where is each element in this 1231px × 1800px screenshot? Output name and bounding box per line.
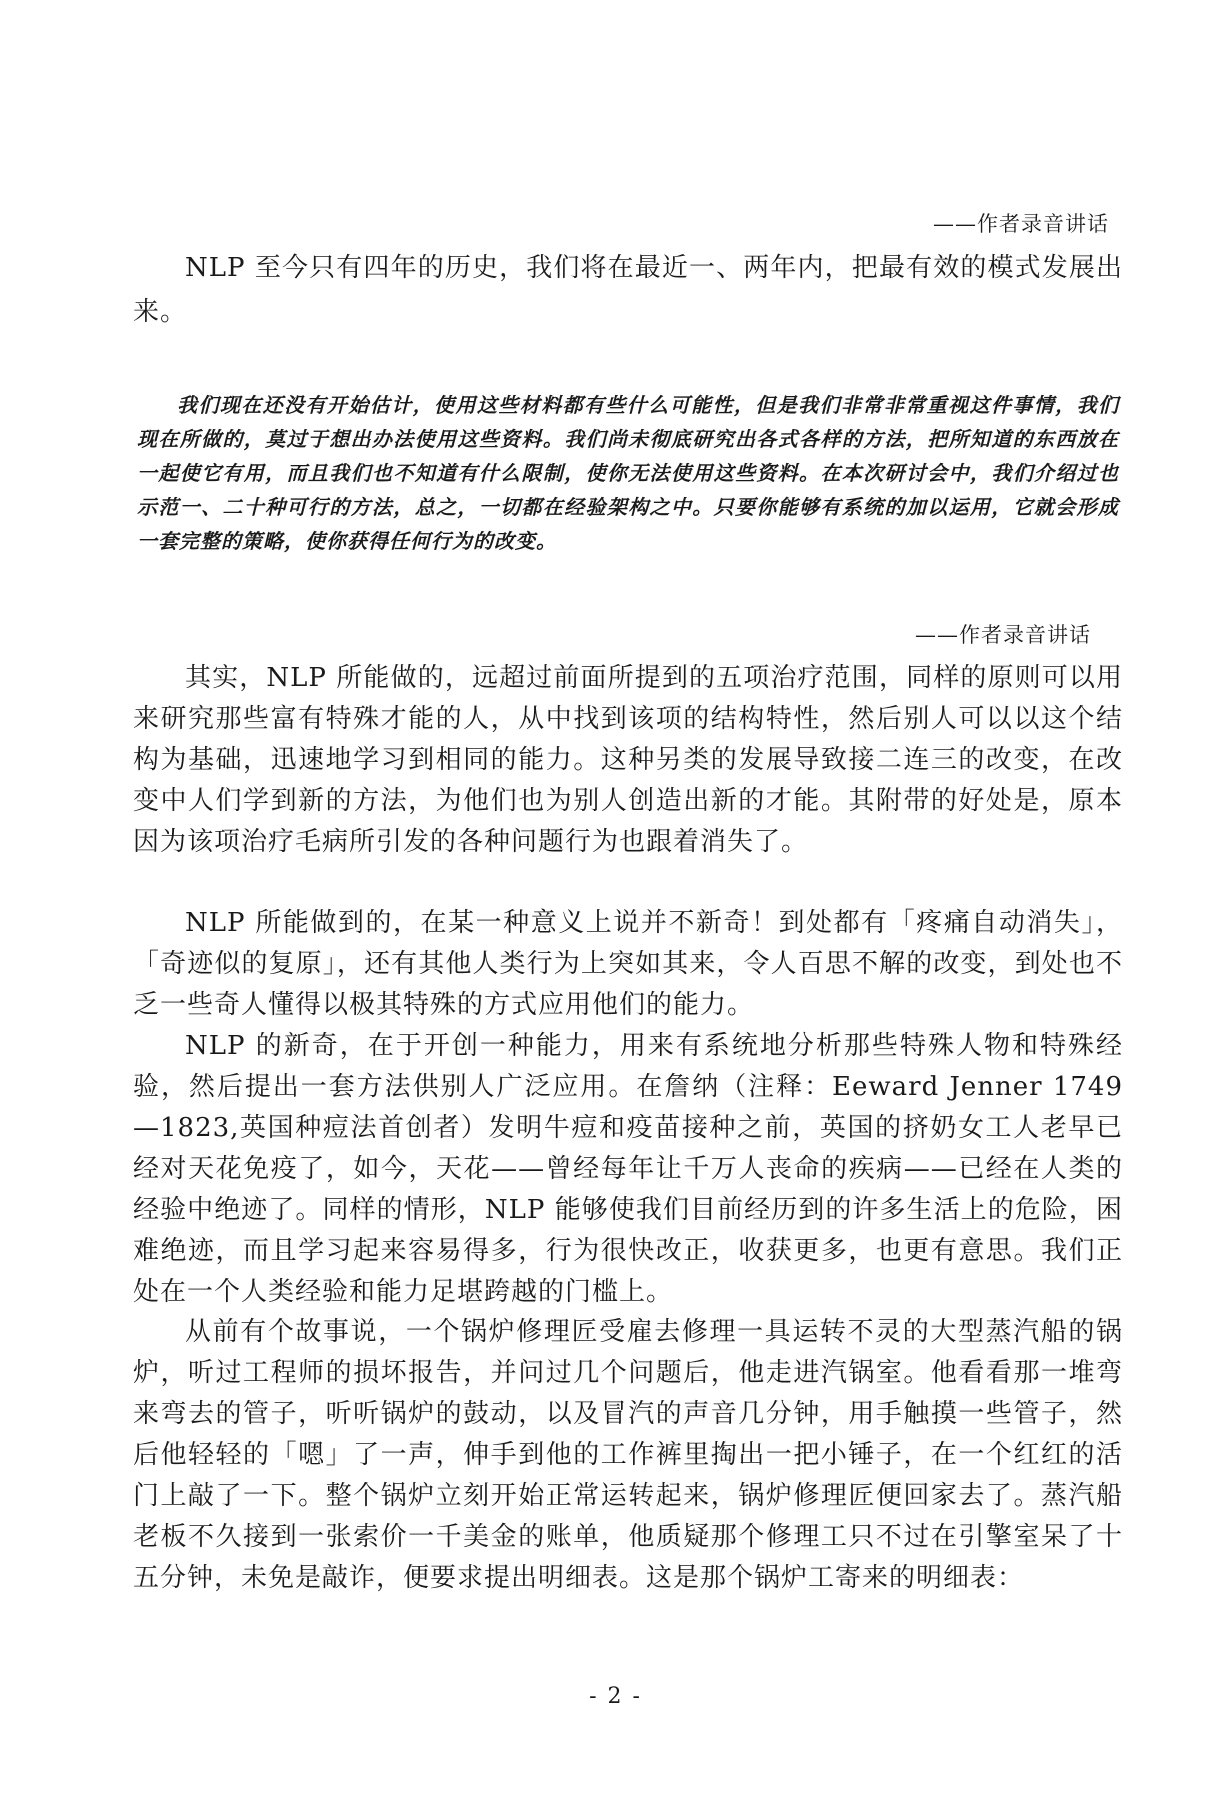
paragraph-boiler-story: 从前有个故事说，一个锅炉修理匠受雇去修理一具运转不灵的大型蒸汽船的锅炉，听过工程师的损坏报告，并问过几个问题后，他走进汽锅室。他看看那一堆弯来弯去的管子，听听锅炉的鼓动，以及冒汽的声音几分钟，用手触摸一些管子，然后他轻轻的「嗯」了一声，伸手到他的工作裤里掏出一把小锤子，在一个红红的活门上敲了一下。整个锅炉立刻开始正常运转起来，锅炉修理匠便回家去了。蒸汽船老板不久接到一张索价一千美金的账单，他质疑那个修理工只不过在引擎室呆了十五分钟，未免是敲诈，便要求提出明细表。这是那个锅炉工寄来的明细表： (133, 1317, 1123, 1593)
paragraph-nlp-novelty: NLP 的新奇，在于开创一种能力，用来有系统地分析那些特殊人物和特殊经验，然后提出一套方法供别人广泛应用。在詹纳（注释：Eeward Jenner 1749—1823,英国种痘法首创者）发明牛痘和疫苗接种之前，英国的挤奶女工人老早已经对天花免疫了，如今，天花——曾经每年让千万人丧命的疾病——已经在人类的经验中绝迹了。同样的情形，NLP 能够使我们目前经历到的许多生活上的危险，困难绝迹，而且学习起来容易得多，行为很快改正，收获更多，也更有意思。我们正处在一个人类经验和能力足堪跨越的门槛上。 (133, 1031, 1123, 1307)
quote-block: 我们现在还没有开始估计，使用这些材料都有些什么可能性，但是我们非常非常重视这件事情，我们现在所做的，莫过于想出办法使用这些资料。我们尚未彻底研究出各式各样的方法，把所知道的东西放在一起使它有用，而且我们也不知道有什么限制，使你无法使用这些资料。在本次研讨会中，我们介绍过也示范一、二十种可行的方法，总之，一切都在经验架构之中。只要你能够有系统的加以运用，它就会形成一套完整的策略，使你获得任何行为的改变。 (137, 393, 1119, 553)
paragraph-nlp-scope: 其实，NLP 所能做的，远超过前面所提到的五项治疗范围，同样的原则可以用来研究那些富有特殊才能的人，从中找到该项的结构特性，然后别人可以以这个结构为基础，迅速地学习到相同的能力。这种另类的发展导致接二连三的改变，在改变中人们学到新的方法，为他们也为别人创造出新的才能。其附带的好处是，原本因为该项治疗毛病所引发的各种问题行为也跟着消失了。 (133, 663, 1123, 857)
page-number: - 2 - (589, 1684, 642, 1709)
attribution-quote: ——作者录音讲话 (915, 623, 1091, 647)
attribution-top: ——作者录音讲话 (933, 212, 1109, 236)
paragraph-nlp-history: NLP 至今只有四年的历史，我们将在最近一、两年内，把最有效的模式发展出来。 (133, 253, 1123, 327)
paragraph-nlp-not-novel: NLP 所能做到的，在某一种意义上说并不新奇！到处都有「疼痛自动消失」，「奇迹似的复原」，还有其他人类行为上突如其来，令人百思不解的改变，到处也不乏一些奇人懂得以极其特殊的方式应用他们的能力。 (133, 908, 1123, 1020)
